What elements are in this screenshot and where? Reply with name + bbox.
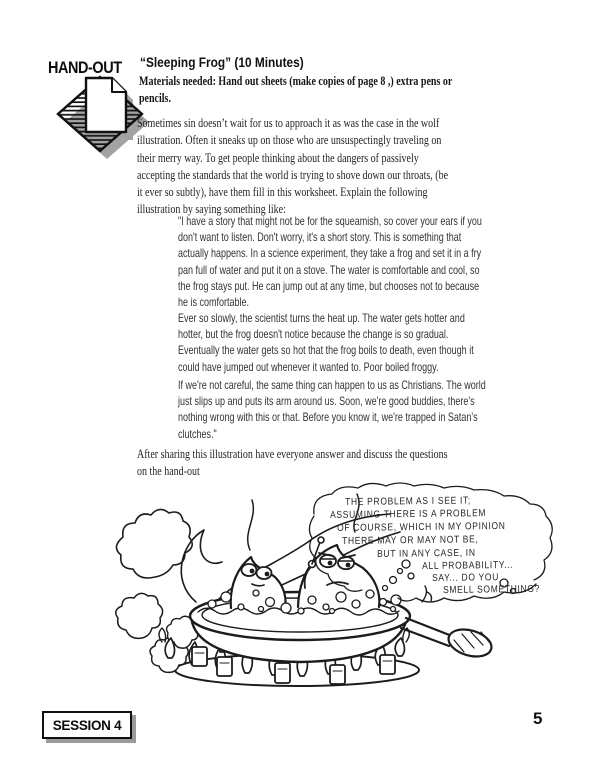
speech-line: SAY... DO YOU (432, 572, 500, 584)
paragraph-line: illustration by saying something like: (137, 202, 286, 217)
materials-line: pencils. (139, 90, 171, 105)
quote-line: nothing wrong with this or that. Before you know it, we're trapped in Satan's (178, 410, 478, 425)
quote-line: Ever so slowly, the scientist turns the heat up. The water gets hotter and (178, 311, 465, 325)
materials-line: Materials needed: Hand out sheets (make copies of page 8 ,) extra pens or (139, 74, 453, 88)
paragraph-line: illustration. Often it sneaks up on those who are unsuspectingly traveling on (137, 133, 442, 148)
quote-line: don't want to listen. Don't worry, it's a short story. This is something that (178, 230, 462, 245)
speech-line: SMELL SOMETHING? (443, 583, 541, 596)
steam-wisp (422, 586, 432, 602)
paragraph-line: on the hand-out (137, 464, 200, 479)
closing-paragraph (137, 446, 447, 481)
quote-line: could have jumped out whenever it wanted to. Poor boiled froggy. (178, 359, 439, 374)
section-title: “Sleeping Frog” (10 Minutes) (140, 55, 304, 70)
quote-line: pan full of water and put it on a stove. The water is comfortable and cool, so (178, 262, 480, 277)
quote-line: actually happens. In a science experiment, they take a frog and set it in a fry (178, 246, 482, 261)
paragraph-line: it ever so subtly), have them fill in this worksheet. Explain the following (137, 185, 428, 200)
materials-note (139, 73, 452, 106)
session-badge (42, 711, 132, 739)
frog-left (231, 557, 286, 609)
story-quote-paragraph-1 (178, 213, 482, 310)
speech-line: BUT IN ANY CASE, IN (377, 547, 476, 560)
quote-line: If we're not careful, the same thing can happen to us as Christians. The world (178, 378, 486, 392)
speech-line: ALL PROBABILITY... (422, 559, 514, 572)
paragraph-line: After sharing this illustration have everyone answer and discuss the questions (137, 447, 448, 461)
quote-line: Eventually the water gets so hot that the frog boils to death, even though it (178, 343, 474, 358)
paragraph-line: accepting the standards that the world is trying to shove down our throats, (be (137, 167, 449, 182)
quote-line: "I have a story that might not be for the squeamish, so cover your ears if you (178, 214, 482, 228)
quote-line: clutches." (178, 426, 217, 441)
pan-handle (401, 618, 495, 661)
speech-line: ASSUMING THERE IS A PROBLEM (330, 508, 487, 521)
paragraph-line: Sometimes sin doesn’t wait for us to approach it as was the case in the wolf (137, 116, 440, 130)
story-quote-paragraph-2 (178, 310, 474, 375)
quote-line: he is comfortable. (178, 295, 250, 310)
frog-cartoon (100, 480, 560, 715)
quote-line: hotter, but the frog doesn't notice because the change is so gradual. (178, 327, 449, 342)
story-quote-paragraph-3 (178, 377, 486, 442)
intro-paragraph (137, 115, 448, 219)
speech-line: OF COURSE, WHICH IN MY OPINION (337, 520, 506, 534)
page-number: 5 (533, 709, 543, 728)
handout-label: HAND-OUT (48, 58, 122, 77)
quote-line: the frog stays put. He can jump out at any time, but chooses not to because (178, 278, 480, 293)
quote-line: just slips up and puts its arm around us. Soon, we're good buddies, there's (178, 394, 475, 409)
speech-line: THERE MAY OR MAY NOT BE, (342, 534, 479, 547)
session-label: SESSION 4 (52, 717, 122, 733)
paragraph-line: their merry way. To get people thinking about the dangers of passively (137, 150, 419, 165)
speech-line: THE PROBLEM AS I SEE IT; (345, 495, 472, 508)
